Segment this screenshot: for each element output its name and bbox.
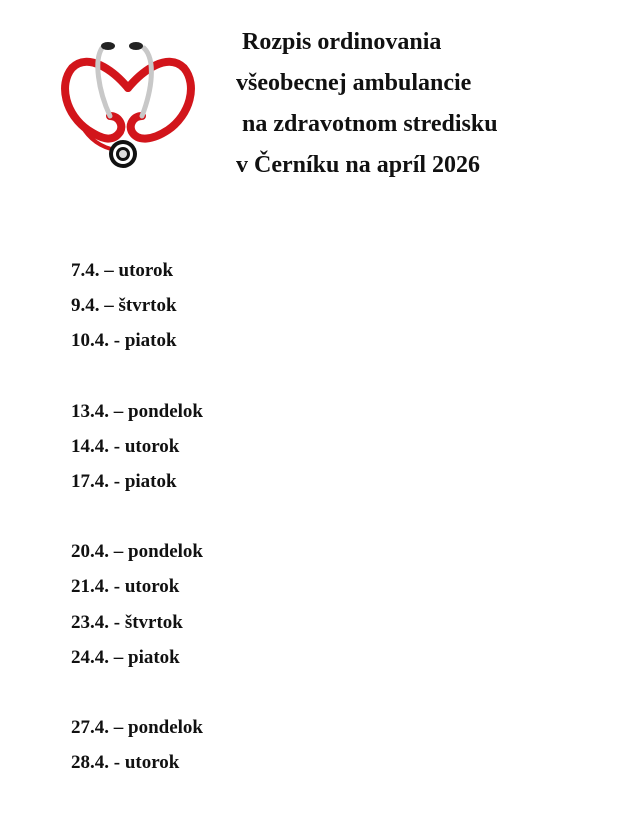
schedule-item: 17.4. - piatok: [71, 470, 177, 492]
group-spacer: [71, 503, 203, 538]
schedule-item: 10.4. - piatok: [71, 330, 177, 352]
schedule-item: 28.4. - utorok: [71, 752, 180, 774]
document-title: [236, 22, 498, 186]
title-line-4: v Černíku na apríl 2026: [236, 152, 481, 178]
schedule-item: 21.4. - utorok: [71, 576, 180, 598]
group-spacer: [71, 363, 203, 398]
schedule-item: 24.4. – piatok: [71, 646, 180, 668]
group-spacer: [71, 679, 203, 714]
title-line-1: Rozpis ordinovania: [236, 29, 442, 55]
schedule-item: 23.4. - štvrtok: [71, 611, 183, 633]
schedule-item: 9.4. – štvrtok: [71, 295, 177, 317]
schedule-list: [71, 257, 203, 784]
schedule-item: 14.4. - utorok: [71, 435, 180, 457]
schedule-item: 27.4. – pondelok: [71, 716, 203, 738]
title-line-3: na zdravotnom stredisku: [236, 111, 498, 137]
stethoscope-heart-icon: [58, 30, 198, 180]
schedule-item: 13.4. – pondelok: [71, 400, 203, 422]
schedule-item: 20.4. – pondelok: [71, 541, 203, 563]
title-line-2: všeobecnej ambulancie: [236, 70, 472, 96]
schedule-item: 7.4. – utorok: [71, 260, 174, 281]
